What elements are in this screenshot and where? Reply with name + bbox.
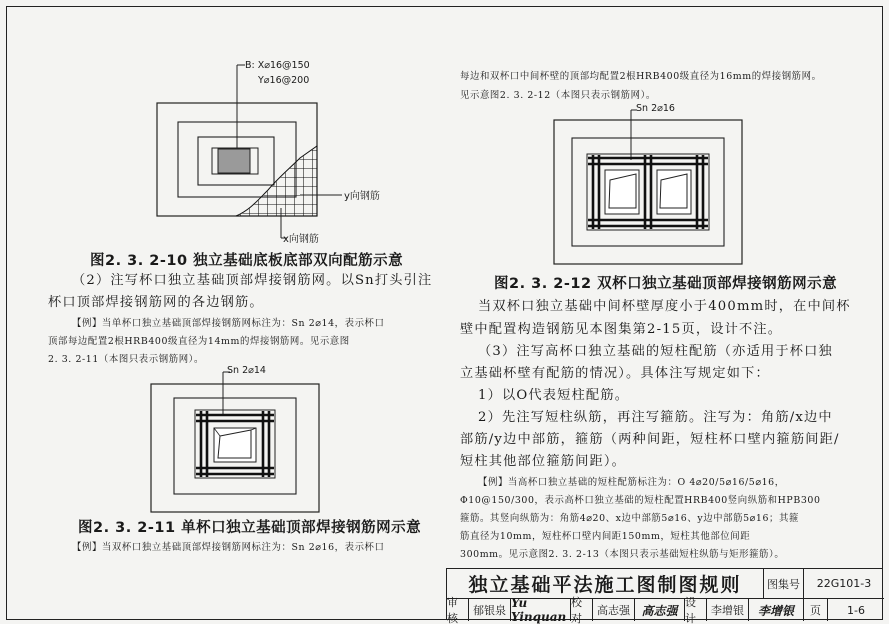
designer-signature: 李增银 [749,599,804,621]
atlas-number: 22G101-3 [804,569,884,599]
fig1-label-b: B: X⌀16@150 [245,60,310,71]
design-label: 设计 [685,599,707,621]
fig1-label-y: Y⌀16@200 [258,75,310,86]
fig1-xbar-label: x向钢筋 [283,234,319,245]
reviewer-name: 郁银泉 [469,599,511,621]
right-p4-line1: 2）先注写短柱纵筋，再注写箍筋。注写为：角筋/x边中 [478,410,833,425]
title-block [446,568,883,625]
paragraph-2-line2: 杯口顶部焊接钢筋网的各边钢筋。 [48,295,264,310]
right-p2-line1: （3）注写高杯口独立基础的短柱配筋（亦适用于杯口独 [478,344,833,359]
right-top-line1: 每边和双杯口中间杯壁的顶部均配置2根HRB400级直径为16mm的焊接钢筋网。 [460,71,822,82]
right-p1-line2: 壁中配置构造钢筋见本图集第2-15页，设计不注。 [460,322,783,337]
right-p4-line3: 短柱其他部位箍筋间距）。 [460,454,627,469]
example3-line4: 筋直径为10mm，短柱杯口壁内间距150mm，短柱其他部位间距 [460,531,751,542]
fig1-ybar-label: y向钢筋 [344,191,380,202]
reviewer-signature: Yu Yinquan [511,599,571,621]
figure-double-cup-mesh [553,108,745,268]
right-top-line2: 见示意图2. 3. 2-12（本图只表示钢筋网）。 [460,90,656,101]
example1-line2: 顶部每边配置2根HRB400级直径为14mm的焊接钢筋网。见示意图 [48,336,350,347]
example1-line3: 2. 3. 2-11（本图只表示钢筋网）。 [48,354,204,365]
figure-single-cup-mesh [150,370,322,515]
checker-signature: 高志强 [635,599,685,621]
example2-line1: 【例】当双杯口独立基础顶部焊接钢筋网标注为：Sn 2⌀16，表示杯口 [72,542,385,553]
figure-bottom-rebar [150,60,420,245]
example3-line5: 300mm。见示意图2. 3. 2-13（本图只表示基础短柱纵筋与矩形箍筋）。 [460,549,785,560]
figure-caption-2-3-2-10: 图2. 3. 2-10 独立基础底板底部双向配筋示意 [90,253,404,269]
example3-line2: Φ10@150/300，表示高杯口独立基础的短柱配置HRB400竖向纵筋和HPB300 [460,495,821,506]
right-p4-line2: 部筋/y边中部筋，箍筋（两种间距，短柱杯口壁内箍筋间距/ [460,432,840,447]
review-label: 审核 [447,599,469,621]
check-label: 校对 [571,599,593,621]
sheet-title: 独立基础平法施工图制图规则 [447,569,764,599]
page-label: 页 [804,599,828,621]
figure-caption-2-3-2-12: 图2. 3. 2-12 双杯口独立基础顶部焊接钢筋网示意 [494,276,838,292]
right-p2-line2: 立基础杯壁有配筋的情况）。具体注写规定如下： [460,366,770,381]
example3-line3: 箍筋。其竖向纵筋为：角筋4⌀20、x边中部筋5⌀16、y边中部筋5⌀16；其箍 [460,513,799,524]
designer-name: 李增银 [707,599,749,621]
fig3-label: Sn 2⌀16 [636,103,675,114]
right-p3: 1）以O代表短柱配筋。 [478,388,630,403]
page-number: 1-6 [847,603,865,617]
checker-name: 高志强 [593,599,635,621]
paragraph-2-line1: （2）注写杯口独立基础顶部焊接钢筋网。以Sn打头引注 [72,273,433,288]
example1-line1: 【例】当单杯口独立基础顶部焊接钢筋网标注为：Sn 2⌀14，表示杯口 [72,318,385,329]
right-p1-line1: 当双杯口独立基础中间杯壁厚度小于400mm时，在中间杯 [478,299,851,314]
example3-line1: 【例】当高杯口独立基础的短柱配筋标注为：O 4⌀20/5⌀16/5⌀16， [478,477,785,488]
fig2-label: Sn 2⌀14 [227,365,266,376]
atlas-label: 图集号 [764,569,804,599]
figure-caption-2-3-2-11: 图2. 3. 2-11 单杯口独立基础顶部焊接钢筋网示意 [78,520,422,536]
